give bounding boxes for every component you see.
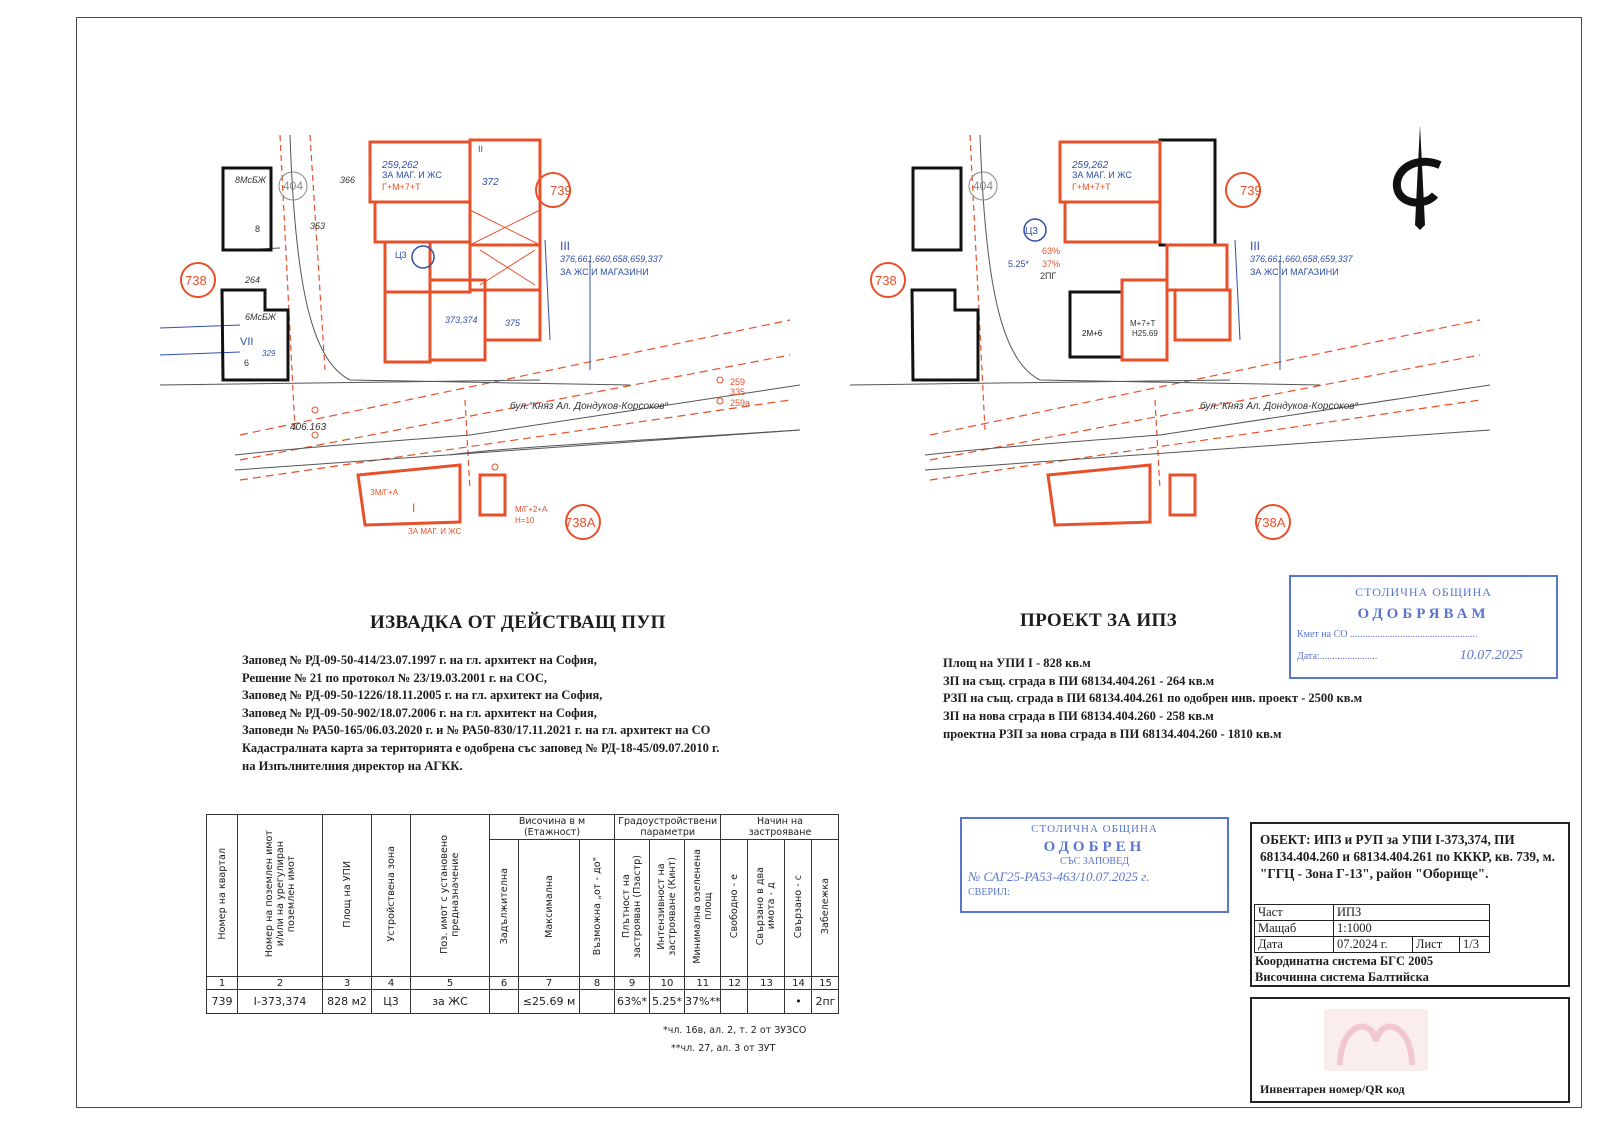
col-header: Максимална [543, 875, 555, 938]
svg-text:М/Г+2+А: М/Г+2+А [515, 505, 548, 514]
col-number: 5 [411, 977, 490, 990]
col-header: Площ на УПИ [341, 860, 353, 928]
table-cell: ≤25.69 м [519, 990, 580, 1014]
svg-text:I: I [412, 501, 416, 515]
svg-text:259а: 259а [730, 398, 751, 408]
col-header: Задължителна [498, 868, 510, 945]
svg-text:II: II [478, 144, 484, 154]
svg-text:Н=10: Н=10 [515, 516, 535, 525]
svg-text:372: 372 [482, 177, 499, 188]
svg-text:ЗА ЖС И МАГАЗИНИ: ЗА ЖС И МАГАЗИНИ [560, 267, 649, 277]
method-group-header: Начин на застрояване [721, 815, 839, 840]
project-line: РЗП на същ. сграда в ПИ 68134.404.261 по одобрен инв. проект - 2500 кв.м [943, 691, 1363, 706]
svg-text:373,374: 373,374 [445, 315, 478, 325]
svg-text:8МсБЖ: 8МсБЖ [235, 175, 266, 185]
project-line: проектна РЗП за нова сграда в ПИ 68134.404.260 - 1810 кв.м [943, 726, 1282, 741]
tb-value: 1:1000 [1334, 921, 1490, 937]
svg-text:375: 375 [505, 318, 521, 328]
col-header: Номер на квартал [216, 848, 228, 940]
plan-orders-list [242, 652, 719, 775]
svg-text:ЗМ/Г+А: ЗМ/Г+А [370, 488, 399, 497]
inventory-box [1250, 997, 1570, 1103]
svg-text:2М+6: 2М+6 [1082, 329, 1103, 338]
svg-text:ЗА МАГ. И ЖС: ЗА МАГ. И ЖС [1072, 170, 1132, 180]
col-number: 2 [238, 977, 323, 990]
left-heading: ИЗВАДКА ОТ ДЕЙСТВАЩ ПУП [370, 612, 666, 633]
svg-text:404: 404 [973, 179, 994, 193]
table-cell [721, 990, 748, 1014]
col-number: 4 [372, 977, 411, 990]
svg-text:Г+М+7+Т: Г+М+7+Т [1072, 182, 1111, 192]
order-line: на Изпълнителния директор на АГКК. [242, 758, 463, 773]
col-number: 15 [812, 977, 839, 990]
order-line: Заповед № РД-09-50-414/23.07.1997 г. на гл. архитект на София, [242, 653, 597, 667]
svg-text:6: 6 [244, 358, 250, 368]
svg-text:366: 366 [340, 175, 356, 185]
stamp-word: ОДОБРЯВАМ [1357, 606, 1490, 622]
svg-text:бул.“Княз Ал. Дондуков-Корсоко: бул.“Княз Ал. Дондуков-Корсоков“ [1200, 401, 1358, 412]
tb-label: Лист [1413, 937, 1460, 953]
stamp-mayor: Кмет на СО ................................................... [1297, 629, 1478, 640]
table-cell: за ЖС [411, 990, 490, 1014]
table-cell [748, 990, 785, 1014]
svg-text:739: 739 [1240, 183, 1262, 198]
svg-text:335: 335 [730, 387, 746, 397]
approval-seal-icon [1310, 1005, 1442, 1077]
north-arrow-icon [1385, 125, 1455, 235]
col-number: 13 [748, 977, 785, 990]
col-number: 14 [785, 977, 812, 990]
tb-label: Дата [1255, 937, 1334, 953]
table-cell: 37%** [685, 990, 721, 1014]
svg-text:738А: 738А [565, 515, 596, 530]
col-number: 8 [580, 977, 615, 990]
col-header: Номер на поземлен имот и/или на урегулиран поземлен имот [263, 830, 297, 958]
col-header: Минимална озеленена площ [691, 849, 714, 964]
col-header: Възможна „от - до" [591, 857, 603, 956]
table-cell: 63%* [615, 990, 650, 1014]
svg-text:М+7+Т: М+7+Т [1130, 319, 1156, 328]
tb-label: Част [1255, 905, 1334, 921]
stamp-word: ОДОБРЕН [1043, 839, 1146, 855]
svg-text:III: III [1250, 239, 1261, 253]
order-line: Кадастралната карта за територията е одобрена със заповед № РД-18-45/09.07.2010 г. [242, 740, 720, 755]
svg-text:8: 8 [255, 224, 261, 234]
svg-text:738: 738 [185, 273, 207, 288]
col-number: 12 [721, 977, 748, 990]
order-line: Заповеди № РА50-165/06.03.2020 г. и № РА50-830/17.11.2021 г. на гл. архитект на СО [242, 723, 711, 738]
col-header: Свободно - е [728, 874, 740, 939]
svg-text:404: 404 [283, 179, 304, 193]
svg-text:259,262: 259,262 [1072, 160, 1109, 171]
svg-text:259,262: 259,262 [382, 160, 419, 171]
coordinate-system: Координатна система БГС 2005 [1255, 954, 1434, 968]
col-number: 11 [685, 977, 721, 990]
col-number: 7 [519, 977, 580, 990]
svg-text:37%: 37% [1042, 259, 1061, 269]
height-system: Височинна система Балтийска [1255, 970, 1429, 984]
project-line: Площ на УПИ I - 828 кв.м [943, 656, 1091, 670]
approval-stamp [1289, 575, 1558, 679]
table-cell: 2пг [812, 990, 839, 1014]
title-block [1250, 822, 1570, 987]
svg-text:2ПГ: 2ПГ [1040, 271, 1057, 281]
svg-text:5.25*: 5.25* [1008, 259, 1030, 269]
svg-text:VII: VII [240, 336, 254, 348]
project-line: ЗП на същ. сграда в ПИ 68134.404.261 - 264 кв.м [943, 673, 1215, 688]
svg-text:ЗА МАГ. И ЖС: ЗА МАГ. И ЖС [408, 527, 462, 536]
stamp-number: № САГ25-РА53-463/10.07.2025 г. [968, 869, 1150, 884]
left-plan-map [160, 130, 800, 560]
svg-text:738: 738 [875, 273, 897, 288]
table-cell: • [785, 990, 812, 1014]
tb-value: 1/3 [1460, 937, 1490, 953]
table-cell: 828 м2 [323, 990, 372, 1014]
height-group-header: Височина в м (Етажност) [490, 815, 615, 840]
stamp-verified: СВЕРИЛ: [968, 887, 1010, 898]
order-line: Заповед № РД-09-50-902/18.07.2006 г. на гл. архитект на София, [242, 705, 597, 720]
stamp-date-label: Дата:....................... [1297, 651, 1378, 662]
col-number: 10 [650, 977, 685, 990]
table-cell: I-373,374 [238, 990, 323, 1014]
col-header: Устройствена зона [385, 846, 397, 942]
col-header: Поз. имот с установено предназначение [439, 834, 461, 954]
col-header: Забележка [819, 878, 831, 935]
svg-text:Н25.69: Н25.69 [1132, 329, 1158, 338]
project-line: ЗП на нова сграда в ПИ 68134.404.260 - 258 кв.м [943, 709, 1214, 724]
order-line: Решение № 21 по протокол № 23/19.03.2001 г. на СОС, [242, 670, 547, 685]
stamp-org: СТОЛИЧНА ОБЩИНА [1031, 823, 1158, 835]
col-number: 3 [323, 977, 372, 990]
table-cell: Ц3 [372, 990, 411, 1014]
col-header: Свързано в два имота - д [755, 867, 778, 946]
col-header: Интензивност на застрояване (Кинт) [656, 857, 678, 956]
col-header: Плътност на застрояван (Пзастр) [621, 854, 643, 959]
svg-text:Ц3: Ц3 [395, 250, 407, 260]
svg-text:259: 259 [730, 377, 746, 387]
svg-text:353: 353 [310, 221, 326, 231]
svg-text:Г+М+7+Т: Г+М+7+Т [382, 182, 421, 192]
svg-text:329: 329 [262, 349, 276, 358]
svg-text:406.163: 406.163 [290, 422, 327, 433]
table-cell [580, 990, 615, 1014]
svg-text:738А: 738А [1255, 515, 1286, 530]
col-number: 6 [490, 977, 519, 990]
svg-text:264: 264 [245, 275, 261, 285]
svg-text:III: III [560, 239, 571, 253]
footnote: **чл. 27, ал. 3 от ЗУТ [671, 1043, 776, 1054]
svg-text:376,661,660,658,659,337: 376,661,660,658,659,337 [560, 254, 663, 264]
table-cell: 5.25* [650, 990, 685, 1014]
svg-text:ЗА ЖС И МАГАЗИНИ: ЗА ЖС И МАГАЗИНИ [1250, 267, 1339, 277]
col-header: Свързано - с [792, 874, 804, 939]
stamp-org: СТОЛИЧНА ОБЩИНА [1355, 585, 1492, 599]
table-cell [490, 990, 519, 1014]
tb-label: Мащаб [1255, 921, 1334, 937]
approved-stamp [960, 817, 1229, 913]
stamp-date-value: 10.07.2025 [1459, 648, 1523, 663]
qr-label: Инвентарен номер/QR код [1260, 1082, 1405, 1096]
footnote: *чл. 16в, ал. 2, т. 2 от ЗУЗСО [663, 1025, 807, 1036]
params-group-header: Градоустройствени параметри [615, 815, 721, 840]
table-cell: 739 [207, 990, 238, 1014]
svg-text:376,661,660,658,659,337: 376,661,660,658,659,337 [1250, 254, 1353, 264]
col-number: 1 [207, 977, 238, 990]
stamp-sub: СЪС ЗАПОВЕД [1059, 856, 1130, 867]
svg-text:бул.“Княз Ал. Дондуков-Корсоко: бул.“Княз Ал. Дондуков-Корсоков“ [510, 401, 668, 412]
tb-value: 07.2024 г. [1334, 937, 1413, 953]
svg-text:ЗА МАГ. И ЖС: ЗА МАГ. И ЖС [382, 170, 442, 180]
svg-text:63%: 63% [1042, 246, 1061, 256]
object-description: ОБЕКТ: ИПЗ и РУП за УПИ I-373,374, ПИ 68134.404.260 и 68134.404.261 по КККР, кв. 739, м. "ГГЦ - Зона Г-13", район "Оборище". [1260, 832, 1555, 881]
svg-text:Ц3: Ц3 [1025, 226, 1038, 237]
parameters-table [206, 814, 839, 1014]
col-number: 9 [615, 977, 650, 990]
svg-text:6МсБЖ: 6МсБЖ [245, 312, 276, 322]
order-line: Заповед № РД-09-50-1226/18.11.2005 г. на гл. архитект на София, [242, 688, 603, 703]
tb-value: ИПЗ [1334, 905, 1490, 921]
right-heading: ПРОЕКТ ЗА ИПЗ [1020, 610, 1177, 631]
svg-text:739: 739 [550, 183, 572, 198]
